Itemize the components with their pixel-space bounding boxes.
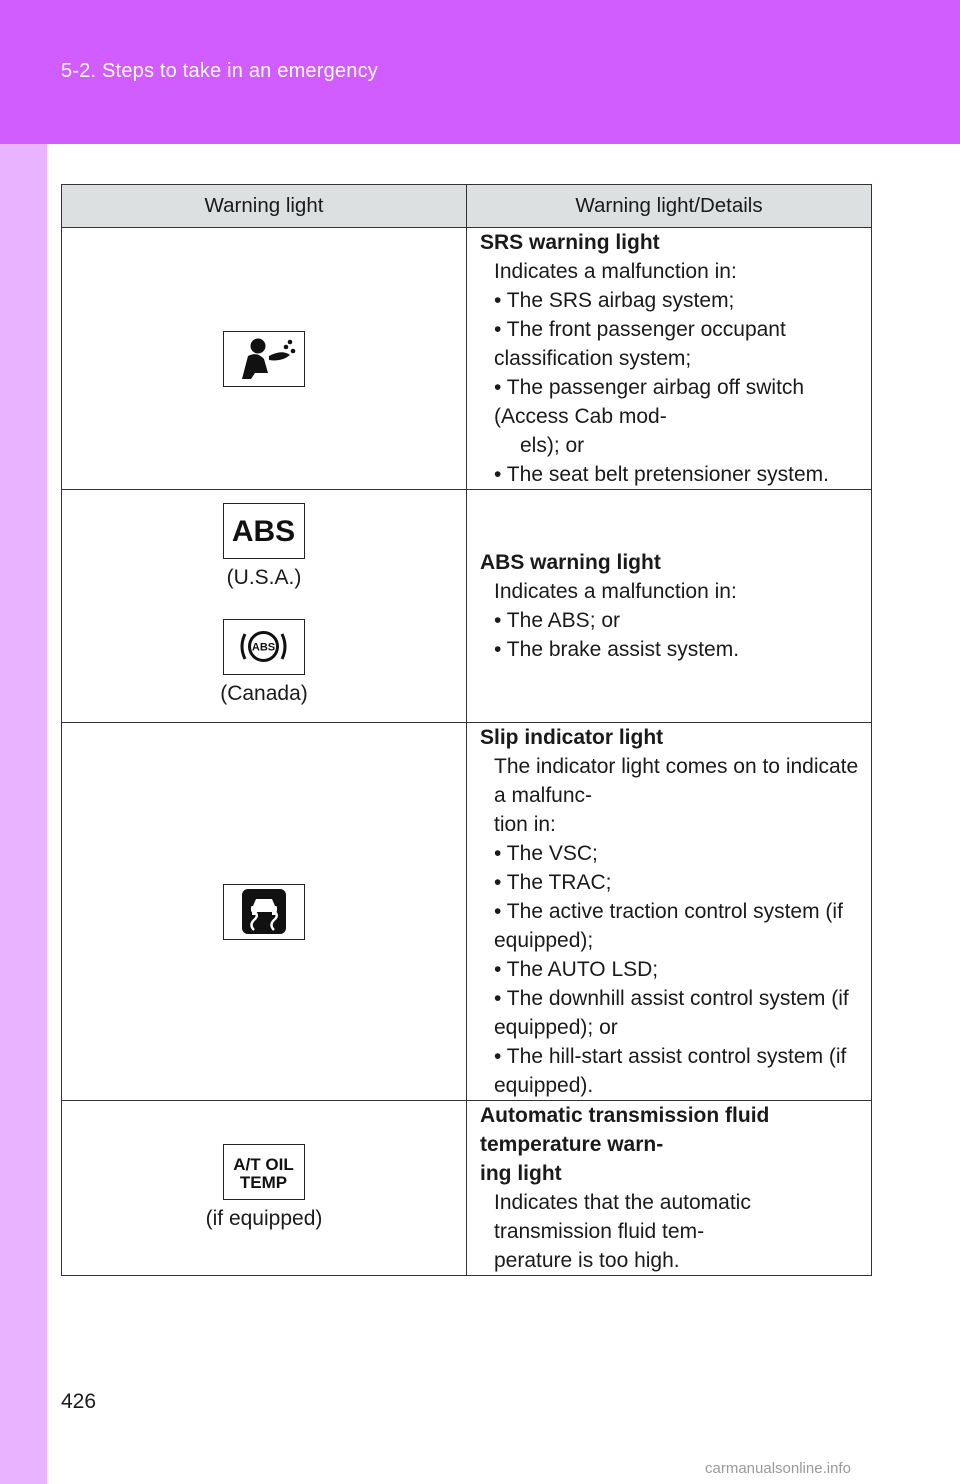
slip-item: • The TRAC; (494, 871, 612, 894)
at-oil-temp-lead: Indicates that the automatic transmission fluid tem- (494, 1191, 751, 1243)
at-oil-temp-title-continued: ing light (480, 1162, 562, 1185)
table-row-abs (62, 490, 872, 723)
slip-item: • The downhill assist control system (if equipped); or (494, 987, 849, 1039)
icon-cell-abs (62, 490, 467, 723)
table-row-at-oil-temp (62, 1101, 872, 1276)
at-oil-temp-icon (223, 1144, 305, 1200)
icon-cell-at-oil-temp (62, 1101, 467, 1276)
details-cell-at-oil-temp (467, 1101, 872, 1276)
srs-airbag-icon (223, 331, 305, 387)
side-band (0, 144, 47, 1484)
caption-usa: (U.S.A.) (226, 566, 302, 589)
table-row-srs (62, 228, 872, 490)
caption-if-equipped: (if equipped) (205, 1207, 323, 1230)
watermark: carmanualsonline.info (705, 1460, 851, 1477)
column-header-details: Warning light/Details (467, 185, 872, 228)
table-row-slip (62, 723, 872, 1101)
slip-item: • The hill-start assist control system (if equipped). (494, 1045, 847, 1097)
table-header-row (62, 185, 872, 228)
srs-item: • The seat belt pretensioner system. (494, 463, 829, 486)
srs-item: • The front passenger occupant classification system; (494, 318, 786, 370)
icon-cell-slip (62, 723, 467, 1101)
slip-item: • The VSC; (494, 842, 598, 865)
srs-item: • The SRS airbag system; (494, 289, 735, 312)
srs-lead: Indicates a malfunction in: (494, 260, 737, 283)
at-oil-temp-title: Automatic transmission fluid temperature warn- (480, 1104, 770, 1156)
srs-title: SRS warning light (480, 231, 660, 254)
abs-lead: Indicates a malfunction in: (494, 580, 737, 603)
icon-cell-srs (62, 228, 467, 490)
slip-item: • The AUTO LSD; (494, 958, 659, 981)
slip-lead-continued: tion in: (494, 813, 556, 836)
abs-item: • The brake assist system. (494, 638, 740, 661)
at-oil-temp-icon-line2: TEMP (239, 1173, 288, 1192)
slip-lead: The indicator light comes on to indicate a malfunc- (494, 755, 859, 807)
abs-title: ABS warning light (480, 551, 661, 574)
slip-item: • The active traction control system (if equipped); (494, 900, 843, 952)
details-cell-slip (467, 723, 872, 1101)
caption-canada: (Canada) (220, 682, 308, 705)
warning-light-table (61, 184, 872, 1276)
srs-item-continued: els); or (520, 434, 585, 457)
details-cell-srs (467, 228, 872, 490)
details-cell-abs (467, 490, 872, 723)
abs-icon-text: ABS (231, 515, 296, 548)
at-oil-temp-lead-continued: perature is too high. (494, 1249, 680, 1272)
abs-item: • The ABS; or (494, 609, 621, 632)
section-title: 5-2. Steps to take in an emergency (61, 60, 378, 82)
abs-circle-icon (223, 619, 305, 675)
at-oil-temp-icon-line1: A/T OIL (233, 1155, 294, 1174)
column-header-warning-light: Warning light (62, 185, 467, 228)
abs-text-icon (223, 503, 305, 559)
srs-item: • The passenger airbag off switch (Access Cab mod- (494, 376, 805, 428)
page-number: 426 (61, 1390, 97, 1413)
abs-circle-icon-text: ABS (251, 641, 276, 654)
slip-title: Slip indicator light (480, 726, 664, 749)
slip-indicator-icon (223, 884, 305, 940)
